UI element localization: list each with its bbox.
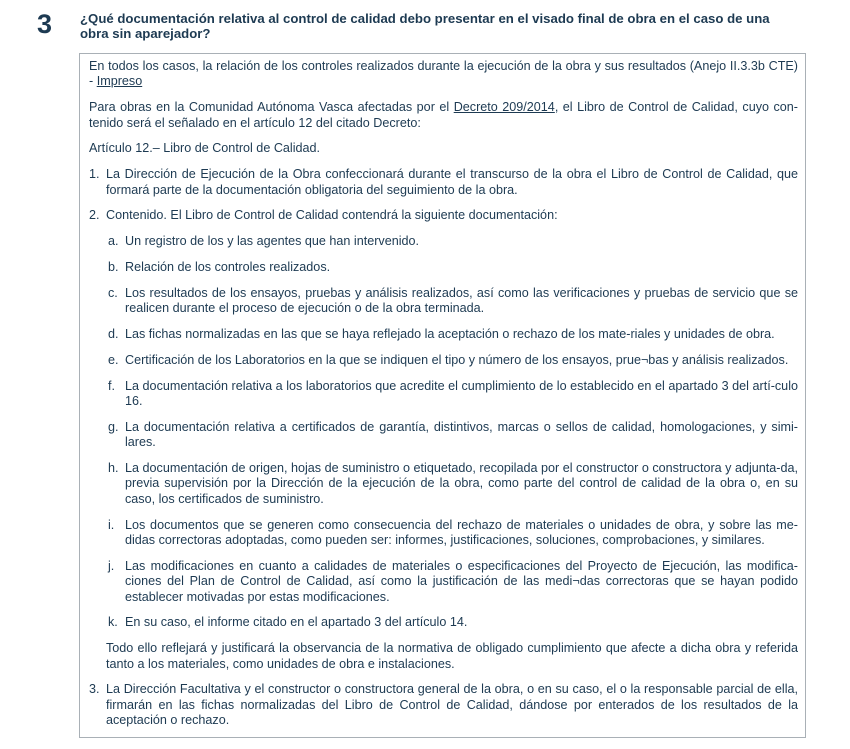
- sublist-item-text: Un registro de los y las agentes que han intervenido.: [125, 234, 420, 249]
- sublist-item: [89, 327, 798, 342]
- sublist-item: [89, 461, 798, 507]
- sublist-item-text: Certificación de los Laboratorios en la que se indiquen el tipo y número de los ensayos, prue¬bas y análisis realizados.: [125, 352, 789, 367]
- list-item: [89, 167, 798, 198]
- sublist-item-letter: a.: [108, 234, 119, 249]
- sublist-item-text: La documentación de origen, hojas de suministro o etiquetado, recopilada por el constructor o constructora y adjunta-da, previa supervisión por la Dirección de la ejecución de la obra, como parte del control de calidad de la obra o, en su caso, los certificados de suministro.: [125, 461, 798, 506]
- list-item-number: 2.: [89, 208, 100, 223]
- sublist-item-letter: g.: [108, 419, 119, 434]
- sublist-item: [89, 286, 798, 317]
- sublist-item: [89, 420, 798, 451]
- sublist-item-letter: c.: [108, 285, 118, 300]
- sublist-item-letter: h.: [108, 461, 119, 475]
- sublist-item-text: Las modificaciones en cuanto a calidades de materiales o especificaciones del Proyecto de Ejecución, las modifica-ciones del Plan de Control de Calidad, así como la justificación de las medi¬das correctoras que se hayan podido establecer motivadas por estas modificaciones.: [125, 558, 798, 604]
- sublist-item-text: La documentación relativa a certificados de garantía, distintivos, marcas o sellos de calidad, homologaciones, y simi-lares.: [125, 419, 798, 450]
- sublist-item-text: Los documentos que se generen como consecuencia del rechazo de materiales o unidades de obra, y sobre las me-didas correctoras adoptadas, como pueden ser: informes, justificaciones, soluciones, comprobaciones, y similares.: [125, 517, 798, 548]
- sublist-item-letter: i.: [108, 517, 115, 532]
- list-item-text: Contenido. El Libro de Control de Calidad contendrá la siguiente documentación:: [106, 208, 558, 223]
- list-item: [89, 682, 798, 728]
- sublist-item-letter: j.: [108, 558, 115, 573]
- question-number: 3: [37, 9, 53, 39]
- list-item-number: 3.: [89, 682, 100, 697]
- sublist-item: [89, 379, 798, 410]
- decree-paragraph: [89, 100, 798, 131]
- sublist-item: [89, 615, 798, 630]
- intro-text: En todos los casos, la relación de los controles realizados durante la ejecución de la obra y sus resultados (Anejo II.3.3b CTE) -: [89, 59, 798, 89]
- sublist-item-text: En su caso, el informe citado en el apartado 3 del artículo 14.: [125, 615, 468, 630]
- sublist-item-text: Los resultados de los ensayos, pruebas y análisis realizados, así como las verificaciones y pruebas de servicio que se realicen durante el proceso de ejecución o de la obra terminada.: [125, 285, 798, 316]
- closing-paragraph: Todo ello reflejará y justificará la observancia de la normativa de obligado cumplimiento que afecte a dicha obra y referida tanto a los materiales, como unidades de obra e instalaciones.: [106, 641, 798, 671]
- sublist-item: [89, 260, 798, 275]
- sublist-item: [89, 559, 798, 605]
- article-title: Artículo 12.– Libro de Control de Calidad.: [89, 141, 321, 156]
- answer-box: [79, 53, 806, 738]
- decree-text-after: , el Libro de Control de Calidad, cuyo con-tenido será el señalado en el artículo 12 del citado Decreto:: [89, 100, 799, 130]
- content-sublist: [89, 234, 798, 631]
- question-title: ¿Qué documentación relativa al control de calidad debo presentar en el visado final de obra en el caso de una obra sin aparejador?: [80, 11, 770, 41]
- impreso-link[interactable]: Impreso: [96, 74, 143, 89]
- sublist-item-text: Las fichas normalizadas en las que se haya reflejado la aceptación o rechazo de los mate-riales y unidades de obra.: [125, 327, 775, 341]
- sublist-item: [89, 518, 798, 549]
- sublist-item-text: Relación de los controles realizados.: [125, 260, 331, 274]
- list-item: [89, 208, 798, 223]
- list-item-text: La Dirección de Ejecución de la Obra confeccionará durante el transcurso de la obra el Libro de Control de Calidad, que formará parte de la documentación obligatoria del seguimiento de la obra.: [106, 167, 798, 197]
- list-item-number: 1.: [89, 167, 100, 182]
- sublist-item-letter: b.: [108, 260, 119, 274]
- article-list: [89, 167, 798, 728]
- intro-paragraph: [89, 59, 798, 90]
- sublist-item: [89, 353, 798, 368]
- sublist-item-letter: f.: [108, 378, 115, 393]
- decree-text-before: Para obras en la Comunidad Autónoma Vasca afectadas por el: [89, 100, 454, 115]
- sublist-item-letter: k.: [108, 615, 118, 630]
- sublist-item-text: La documentación relativa a los laboratorios que acredite el cumplimiento de lo establecido en el apartado 3 del artí-culo 16.: [125, 378, 798, 408]
- sublist-item: [89, 234, 798, 249]
- sublist-item-letter: d.: [108, 327, 119, 341]
- sublist-item-letter: e.: [108, 352, 119, 367]
- decreto-link[interactable]: Decreto 209/2014: [453, 100, 555, 115]
- list-item-text: La Dirección Facultativa y el constructor o constructora general de la obra, o en su caso, el o la responsable parcial de ella, firmarán en las fichas normalizadas del Libro de Control de Calidad, dándose por enterados de los resultados de la aceptación o rechazo.: [106, 682, 798, 728]
